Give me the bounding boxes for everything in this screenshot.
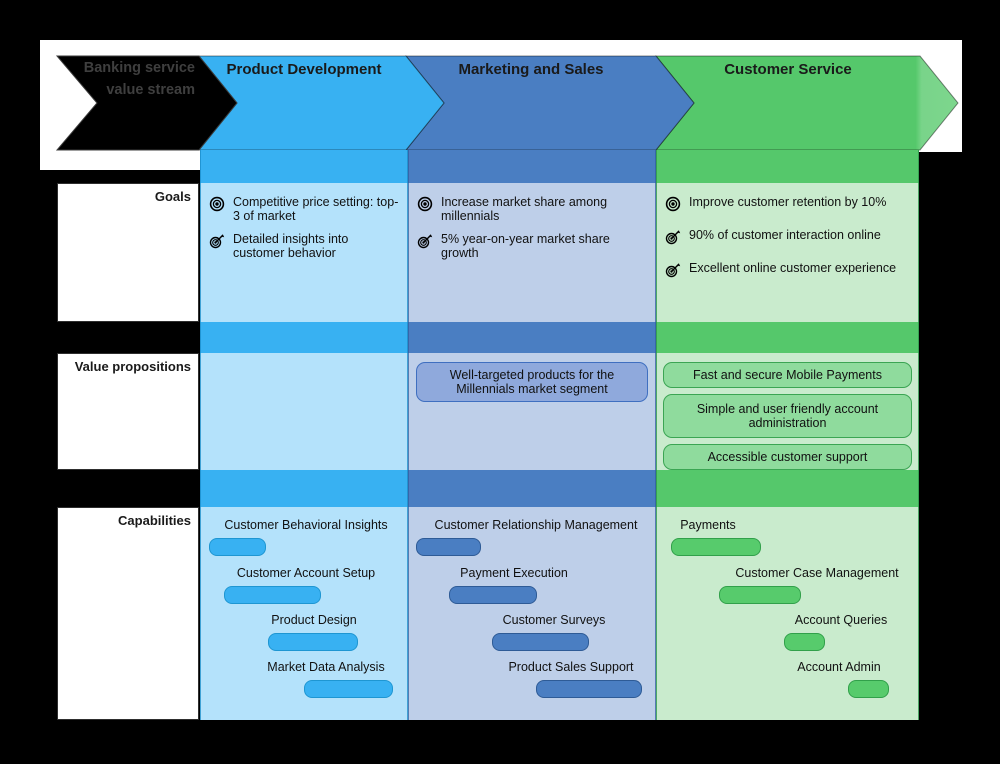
capability-bar (784, 633, 825, 651)
goals-cell-marketing-sales (408, 183, 656, 322)
value-propositions-cell-marketing-sales (408, 353, 656, 470)
goal-item (209, 195, 401, 223)
capability-label: Customer Surveys (502, 613, 606, 627)
capability-bar (416, 538, 481, 556)
value-proposition-box: Simple and user friendly account administration (663, 394, 912, 438)
value-stream-title: Banking service value stream (83, 60, 195, 98)
goal-text: Detailed insights into customer behavior (233, 232, 349, 260)
row-label-goals: Goals (57, 183, 199, 322)
band-customer-service (656, 470, 919, 507)
bullseye-icon (417, 195, 441, 217)
capability-bar (209, 538, 266, 556)
band-product-development (200, 470, 408, 507)
capability-bar (449, 586, 537, 604)
band-product-development (200, 322, 408, 353)
capability-bar (492, 633, 589, 651)
goal-item (417, 195, 649, 223)
goal-item (417, 232, 649, 260)
goal-text: Improve customer retention by 10% (689, 195, 887, 209)
value-propositions-cell-customer-service (656, 353, 919, 470)
capabilities-cell-product-development (200, 507, 408, 720)
band-customer-service (656, 150, 919, 183)
capability-label: Customer Relationship Management (434, 518, 638, 532)
capability-bar (719, 586, 801, 604)
capability-label: Customer Behavioral Insights (224, 518, 388, 532)
column-marketing-sales (408, 150, 656, 720)
goal-item (209, 232, 401, 260)
capability-bar (224, 586, 321, 604)
bullseye-icon (209, 195, 233, 217)
capability-label: Market Data Analysis (267, 660, 385, 674)
capability-bar (848, 680, 889, 698)
goals-cell-customer-service (656, 183, 919, 322)
goal-item (665, 195, 912, 217)
goal-item (665, 261, 912, 283)
goal-text: Increase market share among millennials (441, 195, 608, 223)
capability-bar (304, 680, 393, 698)
band-marketing-sales (408, 470, 656, 507)
value-proposition-box: Well-targeted products for the Millennials market segment (416, 362, 648, 402)
goals-cell-product-development (200, 183, 408, 322)
phase-label-customer-service: Customer Service (724, 61, 852, 78)
header-canvas-ext (40, 152, 200, 170)
capability-label: Product Design (271, 613, 357, 627)
capability-label: Account Admin (797, 660, 881, 674)
dart-target-icon (665, 261, 689, 283)
bullseye-icon (665, 195, 689, 217)
goal-text: Excellent online customer experience (689, 261, 897, 275)
capability-label: Customer Case Management (735, 566, 899, 580)
capability-label: Payments (680, 518, 736, 532)
goal-text: Competitive price setting: top-3 of market (233, 195, 399, 223)
capability-bar (268, 633, 358, 651)
capability-label: Product Sales Support (508, 660, 634, 674)
band-customer-service (656, 322, 919, 353)
phase-label-product-development: Product Development (226, 61, 382, 78)
goal-text: 5% year-on-year market share growth (441, 232, 610, 260)
phase-label-marketing-sales: Marketing and Sales (458, 61, 604, 78)
capability-bar (536, 680, 642, 698)
value-proposition-box: Fast and secure Mobile Payments (663, 362, 912, 388)
goal-item (665, 228, 912, 250)
value-propositions-cell-product-development (200, 353, 408, 470)
row-label-value-propositions: Value propositions (57, 353, 199, 470)
dart-target-icon (665, 228, 689, 250)
value-proposition-box: Accessible customer support (663, 444, 912, 470)
column-customer-service (656, 150, 919, 720)
goal-text: 90% of customer interaction online (689, 228, 881, 242)
capability-label: Account Queries (794, 613, 888, 627)
capability-label: Customer Account Setup (236, 566, 376, 580)
dart-target-icon (209, 232, 233, 254)
band-marketing-sales (408, 322, 656, 353)
dart-target-icon (417, 232, 441, 254)
band-product-development (200, 150, 408, 183)
band-marketing-sales (408, 150, 656, 183)
capability-bar (671, 538, 761, 556)
column-product-development (200, 150, 408, 720)
capabilities-cell-customer-service (656, 507, 919, 720)
row-label-capabilities: Capabilities (57, 507, 199, 720)
capabilities-cell-marketing-sales (408, 507, 656, 720)
capability-label: Payment Execution (460, 566, 568, 580)
